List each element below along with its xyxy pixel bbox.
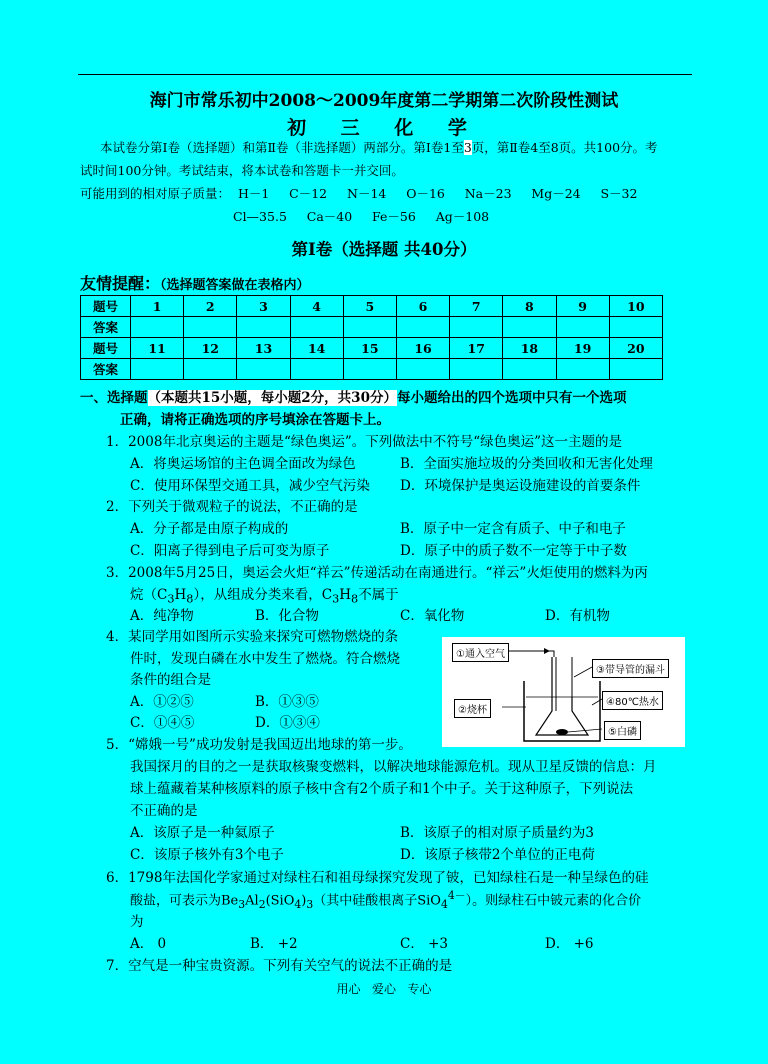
page-footer: 用心 爱心 专心 xyxy=(336,982,432,996)
answer-cell[interactable] xyxy=(131,359,184,380)
intro-line-2: 试时间100分钟。考试结束，将本试卷和答题卡一并交回。 xyxy=(80,163,404,178)
question-number: 17 xyxy=(450,338,503,359)
answer-cell[interactable] xyxy=(396,317,449,338)
q2-option-b: B．原子中一定含有质子、中子和电子 xyxy=(400,521,626,537)
subject-title: 初 三 化 学 xyxy=(287,117,481,139)
answer-cell[interactable] xyxy=(503,317,556,338)
question-5-stem-4: 不正确的是 xyxy=(130,803,198,819)
q5-option-c: C．该原子核外有3个电子 xyxy=(130,847,284,863)
row-label: 答案 xyxy=(81,359,131,380)
q5-option-b: B．该原子的相对原子质量约为3 xyxy=(400,825,595,841)
q4-option-d: D．①③④ xyxy=(255,715,320,731)
question-6-stem-3: 为 xyxy=(130,914,144,930)
question-number: 18 xyxy=(503,338,556,359)
q3-option-c: C．氧化物 xyxy=(400,608,465,624)
table-row xyxy=(81,338,663,359)
question-4-stem-1: 4．某同学用如图所示实验来探究可燃物燃烧的条 xyxy=(106,629,399,645)
section-title: 第Ⅰ卷（选择题 共40分） xyxy=(291,240,477,259)
question-number: 20 xyxy=(609,338,662,359)
q1-option-a: A．将奥运场馆的主色调全面改为绿色 xyxy=(130,456,356,472)
figure-label-beaker: ②烧杯 xyxy=(454,699,491,718)
question-3-stem: 3．2008年5月25日，奥运会火炬“祥云”传递活动在南通进行。“祥云”火炬使用的燃料为丙 xyxy=(106,565,648,581)
question-number: 11 xyxy=(131,338,184,359)
answer-cell[interactable] xyxy=(503,359,556,380)
table-row xyxy=(81,317,663,338)
part-one-heading: 一、选择题（本题共15小题，每小题2分，共30分）每小题给出的四个选项中只有一个选项 xyxy=(80,390,627,406)
question-number: 9 xyxy=(556,296,609,317)
figure-label-air-inlet: ①通入空气 xyxy=(452,643,509,662)
question-number: 10 xyxy=(609,296,662,317)
figure-label-hot-water: ④80℃热水 xyxy=(602,691,663,710)
q1-option-d: D．环境保护是奥运设施建设的首要条件 xyxy=(400,478,641,494)
question-6-stem-2: 酸盐，可表示为$Be_3Al_2(SiO_4)_3$（其中硅酸根离子SiO$_4^{4-}$）。则绿柱石中铍元素的化合价 xyxy=(130,889,642,911)
question-6-stem-1: 6．1798年法国化学家通过对绿柱石和祖母绿探究发现了铍，已知绿柱石是一种呈绿色的硅 xyxy=(106,870,649,886)
answer-cell[interactable] xyxy=(609,359,662,380)
question-number: 2 xyxy=(184,296,237,317)
question-4-stem-3: 条件的组合是 xyxy=(130,672,211,688)
figure-label-white-phosphorus: ⑤白磷 xyxy=(604,721,641,740)
q6-option-d: D． +6 xyxy=(545,936,594,952)
answer-cell[interactable] xyxy=(343,317,396,338)
q2-option-a: A．分子都是由原子构成的 xyxy=(130,521,289,537)
figure-label-funnel: ③带导管的漏斗 xyxy=(592,659,669,678)
part-one-instruction: 正确，请将正确选项的序号填涂在答题卡上。 xyxy=(120,412,390,428)
answer-cell[interactable] xyxy=(396,359,449,380)
exam-title: 海门市常乐初中2008～2009年度第二学期第二次阶段性测试 xyxy=(149,91,619,111)
q2-option-d: D．原子中的质子数不一定等于中子数 xyxy=(400,543,627,559)
answer-cell[interactable] xyxy=(184,359,237,380)
answer-cell[interactable] xyxy=(290,359,343,380)
question-number: 7 xyxy=(450,296,503,317)
question-number: 13 xyxy=(237,338,290,359)
question-number: 4 xyxy=(290,296,343,317)
answer-cell[interactable] xyxy=(556,359,609,380)
q3-option-d: D．有机物 xyxy=(545,608,610,624)
question-number: 3 xyxy=(237,296,290,317)
q6-option-b: B． +2 xyxy=(250,936,298,952)
question-1-stem: 1．2008年北京奥运的主题是“绿色奥运”。下列做法中不符号“绿色奥运”这一主题的是 xyxy=(106,434,623,450)
question-number: 19 xyxy=(556,338,609,359)
atomic-mass-line-2: Cl—35.5 Ca－40 Fe－56 Ag－108 xyxy=(233,209,490,224)
question-4-stem-2: 件时，发现白磷在水中发生了燃烧。符合燃烧 xyxy=(130,651,400,667)
answer-cell[interactable] xyxy=(237,359,290,380)
q4-option-a: A．①②⑤ xyxy=(130,694,194,710)
answer-cell[interactable] xyxy=(556,317,609,338)
question-number: 14 xyxy=(290,338,343,359)
row-label: 题号 xyxy=(81,338,131,359)
question-5-stem-1: 5．“嫦娥一号”成功发射是我国迈出地球的第一步。 xyxy=(106,737,412,753)
answer-cell[interactable] xyxy=(343,359,396,380)
intro-line-1: 本试卷分第Ⅰ卷（选择题）和第Ⅱ卷（非选择题）两部分。第Ⅰ卷1至3页，第Ⅱ卷4至8页。共100分。考 xyxy=(100,140,658,155)
question-2-stem: 2．下列关于微观粒子的说法，不正确的是 xyxy=(106,499,358,515)
q3-option-a: A．纯净物 xyxy=(130,608,194,624)
answer-cell[interactable] xyxy=(290,317,343,338)
q4-option-c: C．①④⑤ xyxy=(130,715,195,731)
answer-cell[interactable] xyxy=(609,317,662,338)
answer-cell[interactable] xyxy=(184,317,237,338)
answer-cell[interactable] xyxy=(131,317,184,338)
table-row xyxy=(81,296,663,317)
tip: 友情提醒：（选择题答案做在表格内） xyxy=(80,274,310,293)
q1-option-c: C．使用环保型交通工具，减少空气污染 xyxy=(130,478,370,494)
row-label: 答案 xyxy=(81,317,131,338)
question-number: 12 xyxy=(184,338,237,359)
q4-option-b: B．①③⑤ xyxy=(255,694,319,710)
atomic-mass-line-1: 可能用到的相对原子质量： H－1 C－12 N－14 O－16 Na－23 Mg－24 S－32 xyxy=(80,186,638,201)
table-row xyxy=(81,359,663,380)
question-number: 1 xyxy=(131,296,184,317)
q6-option-c: C． +3 xyxy=(400,936,449,952)
question-number: 8 xyxy=(503,296,556,317)
q3-option-b: B．化合物 xyxy=(255,608,319,624)
question-3-stem-line-2: 烷$(C_3H_8)$，从组成分类来看，$C_3H_8$不属于 xyxy=(130,587,399,606)
question-number: 6 xyxy=(396,296,449,317)
answer-cell[interactable] xyxy=(450,317,503,338)
question-number: 15 xyxy=(343,338,396,359)
answer-cell[interactable] xyxy=(450,359,503,380)
q5-option-d: D．该原子核带2个单位的正电荷 xyxy=(400,847,595,863)
question-5-stem-3: 球上蕴藏着某种核原料的原子核中含有2个质子和1个中子。关于这种原子，下列说法 xyxy=(130,781,634,797)
answer-table xyxy=(80,295,663,380)
experiment-figure xyxy=(442,637,685,747)
q5-option-a: A．该原子是一种氦原子 xyxy=(130,825,275,841)
question-7-stem: 7．空气是一种宝贵资源。下列有关空气的说法不正确的是 xyxy=(106,958,453,974)
q6-option-a: A． 0 xyxy=(130,936,167,952)
question-number: 5 xyxy=(343,296,396,317)
row-label: 题号 xyxy=(81,296,131,317)
question-5-stem-2: 我国探月的目的之一是获取核聚变燃料，以解决地球能源危机。现从卫星反馈的信息：月 xyxy=(130,759,657,775)
answer-cell[interactable] xyxy=(237,317,290,338)
q1-option-b: B．全面实施垃圾的分类回收和无害化处理 xyxy=(400,456,653,472)
q2-option-c: C．阳离子得到电子后可变为原子 xyxy=(130,543,330,559)
question-number: 16 xyxy=(396,338,449,359)
top-rule xyxy=(78,74,692,75)
